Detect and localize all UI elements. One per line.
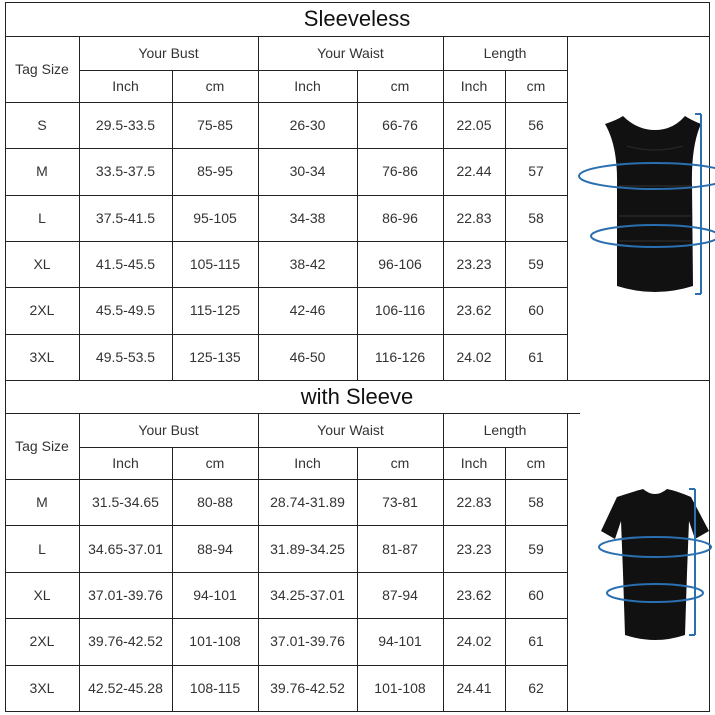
measurement-cell: 39.76-42.52 <box>88 633 163 650</box>
measurement-cell: 60 <box>528 302 544 319</box>
tag-size-cell: S <box>37 117 47 134</box>
tag-size-cell: 3XL <box>29 679 55 696</box>
unit-header-inch: Inch <box>460 78 488 94</box>
measurement-cell: 22.83 <box>456 494 492 511</box>
unit-header-inch: Inch <box>112 455 139 471</box>
group-header-length: Length <box>483 422 527 438</box>
unit-header-cm: cm <box>526 78 546 94</box>
group-header-your-waist: Your Waist <box>317 422 384 438</box>
grid-line-vertical <box>258 413 259 711</box>
measurement-cell: 108-115 <box>189 679 241 696</box>
measurement-cell: 75-85 <box>197 117 233 134</box>
measurement-cell: 73-81 <box>382 494 418 511</box>
measurement-cell: 23.23 <box>456 540 492 557</box>
grid-line-vertical <box>357 70 358 380</box>
tag-size-cell: 2XL <box>29 633 55 650</box>
measurement-cell: 61 <box>528 633 544 650</box>
grid-line-vertical <box>443 413 444 711</box>
grid-line-vertical <box>172 447 173 711</box>
measurement-cell: 88-94 <box>197 540 233 557</box>
measurement-cell: 80-88 <box>197 494 233 511</box>
unit-header-cm: cm <box>390 455 410 471</box>
measurement-cell: 22.44 <box>456 163 492 180</box>
sleeve-shirt-image <box>567 413 709 711</box>
measurement-cell: 61 <box>528 348 544 365</box>
measurement-cell: 58 <box>528 209 544 226</box>
measurement-cell: 23.62 <box>456 586 492 603</box>
unit-header-inch: Inch <box>112 78 139 94</box>
tag-size-cell: M <box>36 494 48 511</box>
tag-size-cell: XL <box>33 586 51 603</box>
measurement-cell: 34-38 <box>289 209 326 226</box>
measurement-cell: 45.5-49.5 <box>95 302 156 319</box>
tag-size-cell: L <box>38 540 46 557</box>
measurement-cell: 42.52-45.28 <box>88 679 163 696</box>
measurement-cell: 106-116 <box>374 302 426 319</box>
measurement-cell: 28.74-31.89 <box>270 494 345 511</box>
measurement-cell: 116-126 <box>374 348 426 365</box>
measurement-cell: 24.41 <box>456 679 492 696</box>
measurement-cell: 56 <box>528 117 544 134</box>
group-header-your-bust: Your Bust <box>138 422 199 438</box>
grid-line-horizontal <box>79 447 567 448</box>
measurement-cell: 66-76 <box>382 117 418 134</box>
measurement-cell: 22.83 <box>456 209 492 226</box>
measurement-cell: 59 <box>528 540 544 557</box>
tag-size-header: Tag Size <box>15 438 69 454</box>
tag-size-cell: 2XL <box>29 302 55 319</box>
unit-header-cm: cm <box>390 78 410 94</box>
table-title: Sleeveless <box>303 6 411 31</box>
measurement-cell: 41.5-45.5 <box>95 256 156 273</box>
measurement-cell: 58 <box>528 494 544 511</box>
measurement-cell: 34.25-37.01 <box>270 586 345 603</box>
measurement-cell: 95-105 <box>193 209 237 226</box>
table-title: with Sleeve <box>300 383 414 409</box>
measurement-cell: 38-42 <box>289 256 326 273</box>
measurement-cell: 26-30 <box>289 117 326 134</box>
grid-line-vertical <box>443 36 444 380</box>
measurement-cell: 24.02 <box>456 633 492 650</box>
measurement-cell: 86-96 <box>382 209 418 226</box>
measurement-cell: 37.01-39.76 <box>88 586 163 603</box>
unit-header-cm: cm <box>526 455 546 471</box>
measurement-cell: 37.5-41.5 <box>95 209 156 226</box>
grid-line-vertical <box>357 447 358 711</box>
measurement-cell: 96-106 <box>378 256 422 273</box>
group-header-your-bust: Your Bust <box>138 45 199 61</box>
measurement-cell: 59 <box>528 256 544 273</box>
unit-header-inch: Inch <box>460 455 488 471</box>
sleeveless-vest-image <box>567 36 709 380</box>
measurement-cell: 115-125 <box>189 302 241 319</box>
measurement-cell: 101-108 <box>189 633 241 650</box>
measurement-cell: 49.5-53.5 <box>95 348 156 365</box>
measurement-cell: 30-34 <box>289 163 326 180</box>
measurement-cell: 37.01-39.76 <box>270 633 345 650</box>
group-header-your-waist: Your Waist <box>317 45 384 61</box>
measurement-cell: 22.05 <box>456 117 492 134</box>
measurement-cell: 105-115 <box>189 256 241 273</box>
tag-size-cell: 3XL <box>29 348 55 365</box>
grid-line-vertical <box>79 413 80 711</box>
tag-size-cell: M <box>36 163 48 180</box>
tag-size-cell: XL <box>33 256 51 273</box>
group-header-length: Length <box>483 45 527 61</box>
grid-line-vertical <box>172 70 173 380</box>
grid-line-vertical <box>258 36 259 380</box>
measurement-cell: 29.5-33.5 <box>95 117 156 134</box>
measurement-cell: 42-46 <box>289 302 326 319</box>
tag-size-header: Tag Size <box>15 61 69 77</box>
unit-header-inch: Inch <box>294 455 321 471</box>
measurement-cell: 31.89-34.25 <box>270 540 345 557</box>
measurement-cell: 85-95 <box>197 163 233 180</box>
grid-line-horizontal <box>79 70 567 71</box>
measurement-cell: 76-86 <box>382 163 418 180</box>
measurement-cell: 87-94 <box>382 586 418 603</box>
grid-line-vertical <box>79 36 80 380</box>
measurement-cell: 94-101 <box>193 586 237 603</box>
measurement-cell: 62 <box>528 679 544 696</box>
measurement-cell: 46-50 <box>289 348 326 365</box>
measurement-cell: 81-87 <box>382 540 418 557</box>
measurement-cell: 33.5-37.5 <box>95 163 156 180</box>
measurement-cell: 31.5-34.65 <box>92 494 159 511</box>
measurement-cell: 101-108 <box>374 679 426 696</box>
measurement-cell: 94-101 <box>378 633 422 650</box>
measurement-cell: 23.23 <box>456 256 492 273</box>
tag-size-cell: L <box>38 209 46 226</box>
measurement-cell: 24.02 <box>456 348 492 365</box>
measurement-cell: 125-135 <box>189 348 241 365</box>
measurement-cell: 60 <box>528 586 544 603</box>
measurement-cell: 23.62 <box>456 302 492 319</box>
measurement-cell: 34.65-37.01 <box>88 540 163 557</box>
grid-line-vertical <box>505 70 506 380</box>
unit-header-cm: cm <box>205 455 225 471</box>
measurement-cell: 57 <box>528 163 544 180</box>
unit-header-inch: Inch <box>294 78 321 94</box>
grid-line-vertical <box>505 447 506 711</box>
measurement-cell: 39.76-42.52 <box>270 679 345 696</box>
unit-header-cm: cm <box>205 78 225 94</box>
